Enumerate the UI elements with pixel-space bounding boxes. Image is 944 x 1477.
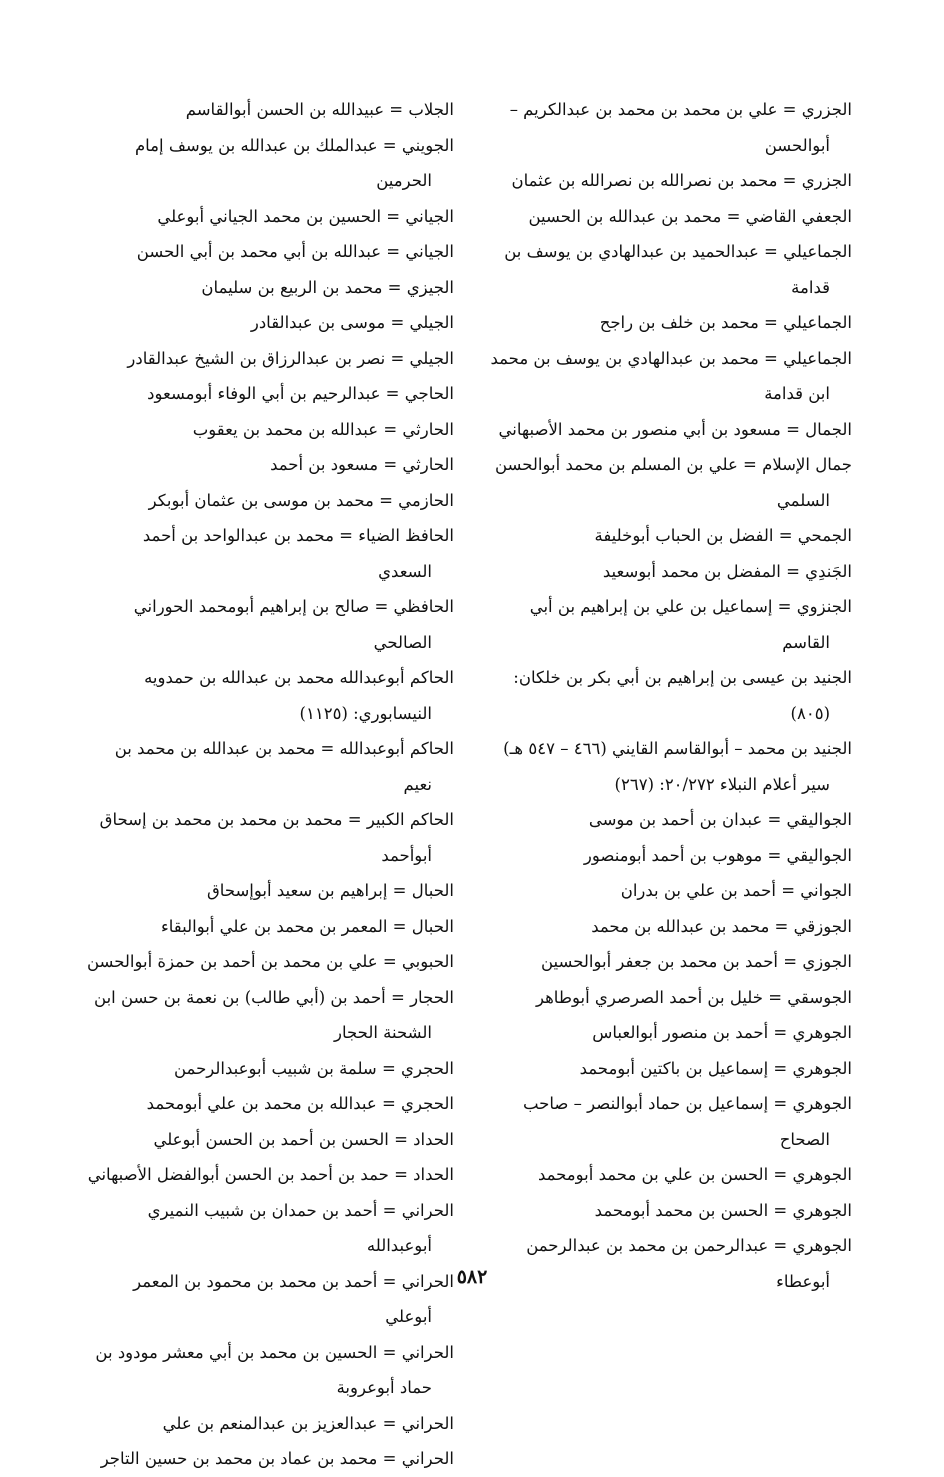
index-entry: الحجار = أحمد بن (أبي طالب) بن نعمة بن حسن ابن الشحنة الحجار bbox=[94, 987, 454, 1042]
index-entry: الجلاب = عبيدالله بن الحسن أبوالقاسم bbox=[185, 100, 454, 119]
index-entry: الحراني = أحمد بن محمد بن محمود بن المعمر أبوعلي bbox=[133, 1271, 454, 1326]
index-entry: الجيلي = موسى بن عبدالقادر bbox=[250, 313, 454, 332]
index-entry: الجنيد بن عيسى بن إبراهيم بن أبي بكر بن خلكان: (٨٠٥) bbox=[513, 668, 852, 723]
index-entry: الجوهري = الحسن بن محمد أبومحمد bbox=[594, 1200, 852, 1220]
index-entry: الجنيد بن محمد – أبوالقاسم القايني (٤٦٦ – ٥٤٧ هـ) سير أعلام النبلاء ٢٠/٢٧٢: (٢٦٧) bbox=[503, 739, 852, 794]
index-entry: الحبال = إبراهيم بن سعيد أبوإسحاق bbox=[206, 881, 454, 900]
index-entry: الجوزي = أحمد بن محمد بن جعفر أبوالحسين bbox=[540, 952, 852, 971]
index-entry: الحراني = محمد بن عماد بن محمد بن حسين التاجر bbox=[100, 1449, 454, 1468]
index-entry: الحاكم أبوعبدالله = محمد بن عبدالله بن محمد بن نعيم bbox=[114, 739, 454, 794]
index-entry: الحداد = حمد بن أحمد بن الحسن أبوالفضل الأصبهاني bbox=[87, 1165, 454, 1184]
index-entry: الجواني = أحمد بن علي بن بدران bbox=[620, 881, 852, 900]
index-entry: الحاجي = عبدالرحيم بن أبي الوفاء أبومسعود bbox=[147, 384, 454, 403]
index-entry: الحداد = الحسن بن أحمد بن الحسن أبوعلي bbox=[153, 1129, 454, 1149]
index-entry: الحازمي = محمد بن موسى بن عثمان أبوبكر bbox=[148, 490, 454, 510]
index-entry: الجمحي = الفضل بن الحباب أبوخليفة bbox=[594, 526, 852, 545]
index-entry: الجنزوي = إسماعيل بن علي بن إبراهيم بن أبي القاسم bbox=[529, 597, 852, 652]
index-entry: الحجري = سلمة بن شبيب أبوعبدالرحمن bbox=[174, 1058, 454, 1078]
page-number: ٥٨٢ bbox=[456, 1266, 488, 1288]
index-entry: الجوسقي = خليل بن أحمد الصرصري أبوطاهر bbox=[536, 987, 852, 1007]
index-entry: الحبال = المعمر بن محمد بن علي أبوالبقاء bbox=[160, 916, 454, 936]
index-entry: الجياني = عبدالله بن أبي محمد بن أبي الحسن bbox=[136, 242, 454, 261]
index-entry: جمال الإسلام = علي بن المسلم بن محمد أبوالحسن السلمي bbox=[494, 455, 852, 510]
index-entry: الجوهري = إسماعيل بن حماد أبوالنصر – صاحب الصحاح bbox=[522, 1094, 852, 1149]
index-entry: الحبوبي = علي بن محمد بن أحمد بن حمزة أبوالحسن bbox=[86, 952, 454, 971]
index-entry: الحاكم أبوعبدالله محمد بن عبدالله بن حمدويه النيسابوري: (١١٢٥) bbox=[144, 668, 454, 723]
index-entry: الحاكم الكبير = محمد بن محمد بن محمد بن إسحاق أبوأحمد bbox=[99, 810, 454, 865]
index-entry: الجيزي = محمد بن الربيع بن سليمان bbox=[201, 277, 454, 297]
index-column-right bbox=[484, 92, 852, 1299]
index-entry: الجوهري = أحمد بن منصور أبوالعباس bbox=[592, 1023, 852, 1042]
index-entry: الحارثي = عبدالله بن محمد بن يعقوب bbox=[192, 419, 454, 439]
index-entry: الجيلي = نصر بن عبدالرزاق بن الشيخ عبدالقادر bbox=[127, 348, 454, 368]
index-entry: الجماعيلي = عبدالحميد بن عبدالهادي بن يوسف بن قدامة bbox=[504, 242, 852, 297]
index-entry: الجزري = محمد بن نصرالله بن نصرالله بن عثمان bbox=[511, 171, 852, 190]
index-entry: الجوزقي = محمد بن عبدالله بن محمد bbox=[591, 916, 852, 936]
index-entry: الحارثي = مسعود بن أحمد bbox=[270, 455, 454, 474]
index-entry: الجواليقي = عبدان بن أحمد بن موسى bbox=[588, 810, 852, 829]
index-entry: الجماعيلي = محمد بن خلف بن راجح bbox=[599, 313, 852, 332]
index-entry: الجمال = مسعود بن أبي منصور بن محمد الأصبهاني bbox=[498, 419, 852, 439]
index-entry: الجزري = علي بن محمد بن محمد بن عبدالكريم – أبوالحسن bbox=[509, 100, 852, 155]
index-entry: الحراني = الحسين بن محمد بن أبي معشر مودود بن حماد أبوعروبة bbox=[95, 1342, 454, 1397]
index-entry: الجويني = عبدالملك بن عبدالله بن يوسف إمام الحرمين bbox=[134, 135, 454, 190]
index-entry: الحافظي = صالح بن إبراهيم أبومحمد الحوراني الصالحي bbox=[133, 597, 454, 652]
index-entry: الجواليقي = موهوب بن أحمد أبومنصور bbox=[583, 845, 852, 865]
index-entry: الحراني = أحمد بن حمدان بن شبيب النميري أبوعبدالله bbox=[147, 1200, 454, 1255]
index-entry: الجَندِي = المفضل بن محمد أبوسعيد bbox=[602, 561, 852, 581]
index-entry: الجعفي القاضي = محمد بن عبدالله بن الحسين bbox=[528, 206, 852, 226]
index-entry: الجوهري = عبدالرحمن بن محمد بن عبدالرحمن أبوعطاء bbox=[526, 1236, 852, 1291]
index-entry: الجماعيلي = محمد بن عبدالهادي بن يوسف بن محمد ابن قدامة bbox=[490, 348, 852, 403]
index-entry: الحراني = عبدالعزيز بن عبدالمنعم بن علي bbox=[162, 1413, 454, 1433]
index-entry: الحجري = عبدالله بن محمد بن علي أبومحمد bbox=[146, 1094, 454, 1113]
index-entry: الحافظ الضياء = محمد بن عبدالواحد بن أحمد السعدي bbox=[142, 526, 454, 581]
index-entry: الجوهري = الحسن بن علي بن محمد أبومحمد bbox=[537, 1165, 852, 1184]
index-entry: الجوهري = إسماعيل بن باكتين أبومحمد bbox=[579, 1058, 852, 1078]
index-entry: الجياني = الحسين بن محمد الجياني أبوعلي bbox=[157, 206, 454, 226]
